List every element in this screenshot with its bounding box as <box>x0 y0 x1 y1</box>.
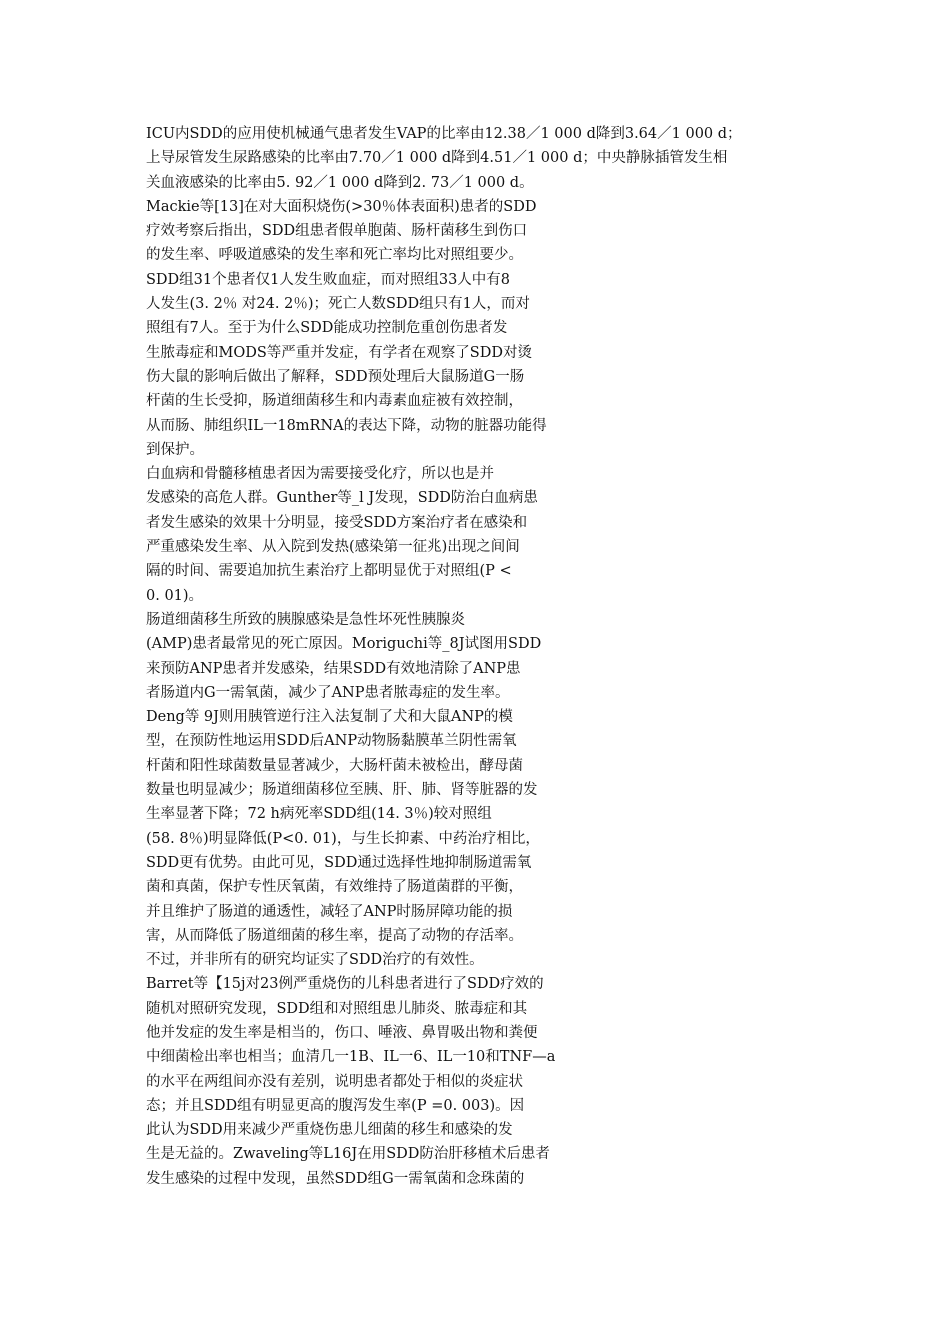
text-line: SDD组31个患者仅1人发生败血症，而对照组33人中有8 <box>146 271 511 288</box>
text-line: 菌和真菌，保护专性厌氧菌，有效维持了肠道菌群的平衡， <box>146 879 523 896</box>
text-line: 0. 01)。 <box>146 587 204 604</box>
body-text <box>146 122 846 1191</box>
text-line: 害，从而降低了肠道细菌的移生率，提高了动物的存活率。 <box>146 927 523 944</box>
text-line: 者发生感染的效果十分明显，接受SDD方案治疗者在感染和 <box>146 514 528 531</box>
text-line: SDD更有优势。由此可见，SDD通过选择性地抑制肠道需氧 <box>146 854 532 871</box>
text-line: (AMP)患者最常见的死亡原因。Moriguchi等_8J试图用SDD <box>146 636 542 653</box>
text-line: 关血液感染的比率由5. 92／1 000 d降到2. 73／1 000 d。 <box>146 174 534 191</box>
text-line: 随机对照研究发现，SDD组和对照组患儿肺炎、脓毒症和其 <box>146 1000 528 1017</box>
text-line: 疗效考察后指出，SDD组患者假单胞菌、肠杆菌移生到伤口 <box>146 223 528 240</box>
text-line: Deng等 9J则用胰管逆行注入法复制了犬和大鼠ANP的模 <box>146 709 513 726</box>
text-line: (58. 8％)明显降低(P<0. 01)，与生长抑素、中药治疗相比， <box>146 830 540 847</box>
text-line: 生是无益的。Zwaveling等L16J在用SDD防治肝移植术后患者 <box>146 1146 550 1163</box>
text-line: 白血病和骨髓移植患者因为需要接受化疗，所以也是并 <box>146 466 494 483</box>
text-line: 人发生(3. 2％ 对24. 2％)；死亡人数SDD组只有1人，而对 <box>146 296 530 313</box>
text-line: 上导尿管发生尿路感染的比率由7.70／1 000 d降到4.51／1 000 d；中央静脉插管发生相 <box>146 150 728 167</box>
text-line: 肠道细菌移生所致的胰腺感染是急性坏死性胰腺炎 <box>146 611 465 628</box>
text-line: 此认为SDD用来减少严重烧伤患儿细菌的移生和感染的发 <box>146 1122 513 1139</box>
text-line: 态；并且SDD组有明显更高的腹泻发生率(P =0. 003)。因 <box>146 1097 525 1114</box>
text-line: 他并发症的发生率是相当的，伤口、唾液、鼻胃吸出物和粪便 <box>146 1024 538 1041</box>
text-line: 杆菌和阳性球菌数量显著减少，大肠杆菌未被检出，酵母菌 <box>146 757 523 774</box>
text-line: ICU内SDD的应用使机械通气患者发生VAP的比率由12.38／1 000 d降到3.64／1 000 d； <box>146 126 742 142</box>
text-line: 的发生率、呼吸道感染的发生率和死亡率均比对照组要少。 <box>146 247 523 264</box>
text-line: 照组有7人。至于为什么SDD能成功控制危重创伤患者发 <box>146 320 508 337</box>
text-line: Mackie等[13]在对大面积烧伤(>30％体表面积)患者的SDD <box>146 198 537 215</box>
text-line: 从而肠、肺组织IL一18mRNA的表达下降，动物的脏器功能得 <box>146 417 547 434</box>
text-line: 来预防ANP患者并发感染，结果SDD有效地清除了ANP患 <box>146 660 521 677</box>
text-line: 中细菌检出率也相当；血清几一1B、IL一6、IL一10和TNF—a <box>146 1049 556 1066</box>
text-line: 生脓毒症和MODS等严重并发症，有学者在观察了SDD对烫 <box>146 344 532 361</box>
text-line: 伤大鼠的影响后做出了解释，SDD预处理后大鼠肠道G一肠 <box>146 368 525 385</box>
text-line: 发生感染的过程中发现，虽然SDD组G一需氧菌和念珠菌的 <box>146 1170 525 1187</box>
text-line: 发感染的高危人群。Gunther等_l J发现，SDD防治白血病患 <box>146 490 538 507</box>
text-line: 严重感染发生率、从入院到发热(感染第一征兆)出现之间间 <box>146 539 520 556</box>
text-line: 杆菌的生长受抑，肠道细菌移生和内毒素血症被有效控制， <box>146 393 523 410</box>
text-line: 型，在预防性地运用SDD后ANP动物肠黏膜革兰阴性需氧 <box>146 733 517 750</box>
text-line: 者肠道内G一需氧菌，减少了ANP患者脓毒症的发生率。 <box>146 684 510 701</box>
text-line: 并且维护了肠道的通透性，减轻了ANP时肠屏障功能的损 <box>146 903 513 920</box>
text-line: Barret等【15j对23例严重烧伤的儿科患者进行了SDD疗效的 <box>146 976 544 993</box>
text-line: 不过，并非所有的研究均证实了SDD治疗的有效性。 <box>146 952 484 969</box>
text-line: 生率显著下降；72 h病死率SDD组(14. 3％)较对照组 <box>146 806 492 823</box>
text-line: 隔的时间、需要追加抗生素治疗上都明显优于对照组(P < <box>146 563 512 580</box>
text-line: 的水平在两组间亦没有差别，说明患者都处于相似的炎症状 <box>146 1073 523 1090</box>
text-line: 数量也明显减少；肠道细菌移位至胰、肝、肺、肾等脏器的发 <box>146 782 538 799</box>
text-line: 到保护。 <box>146 441 204 458</box>
